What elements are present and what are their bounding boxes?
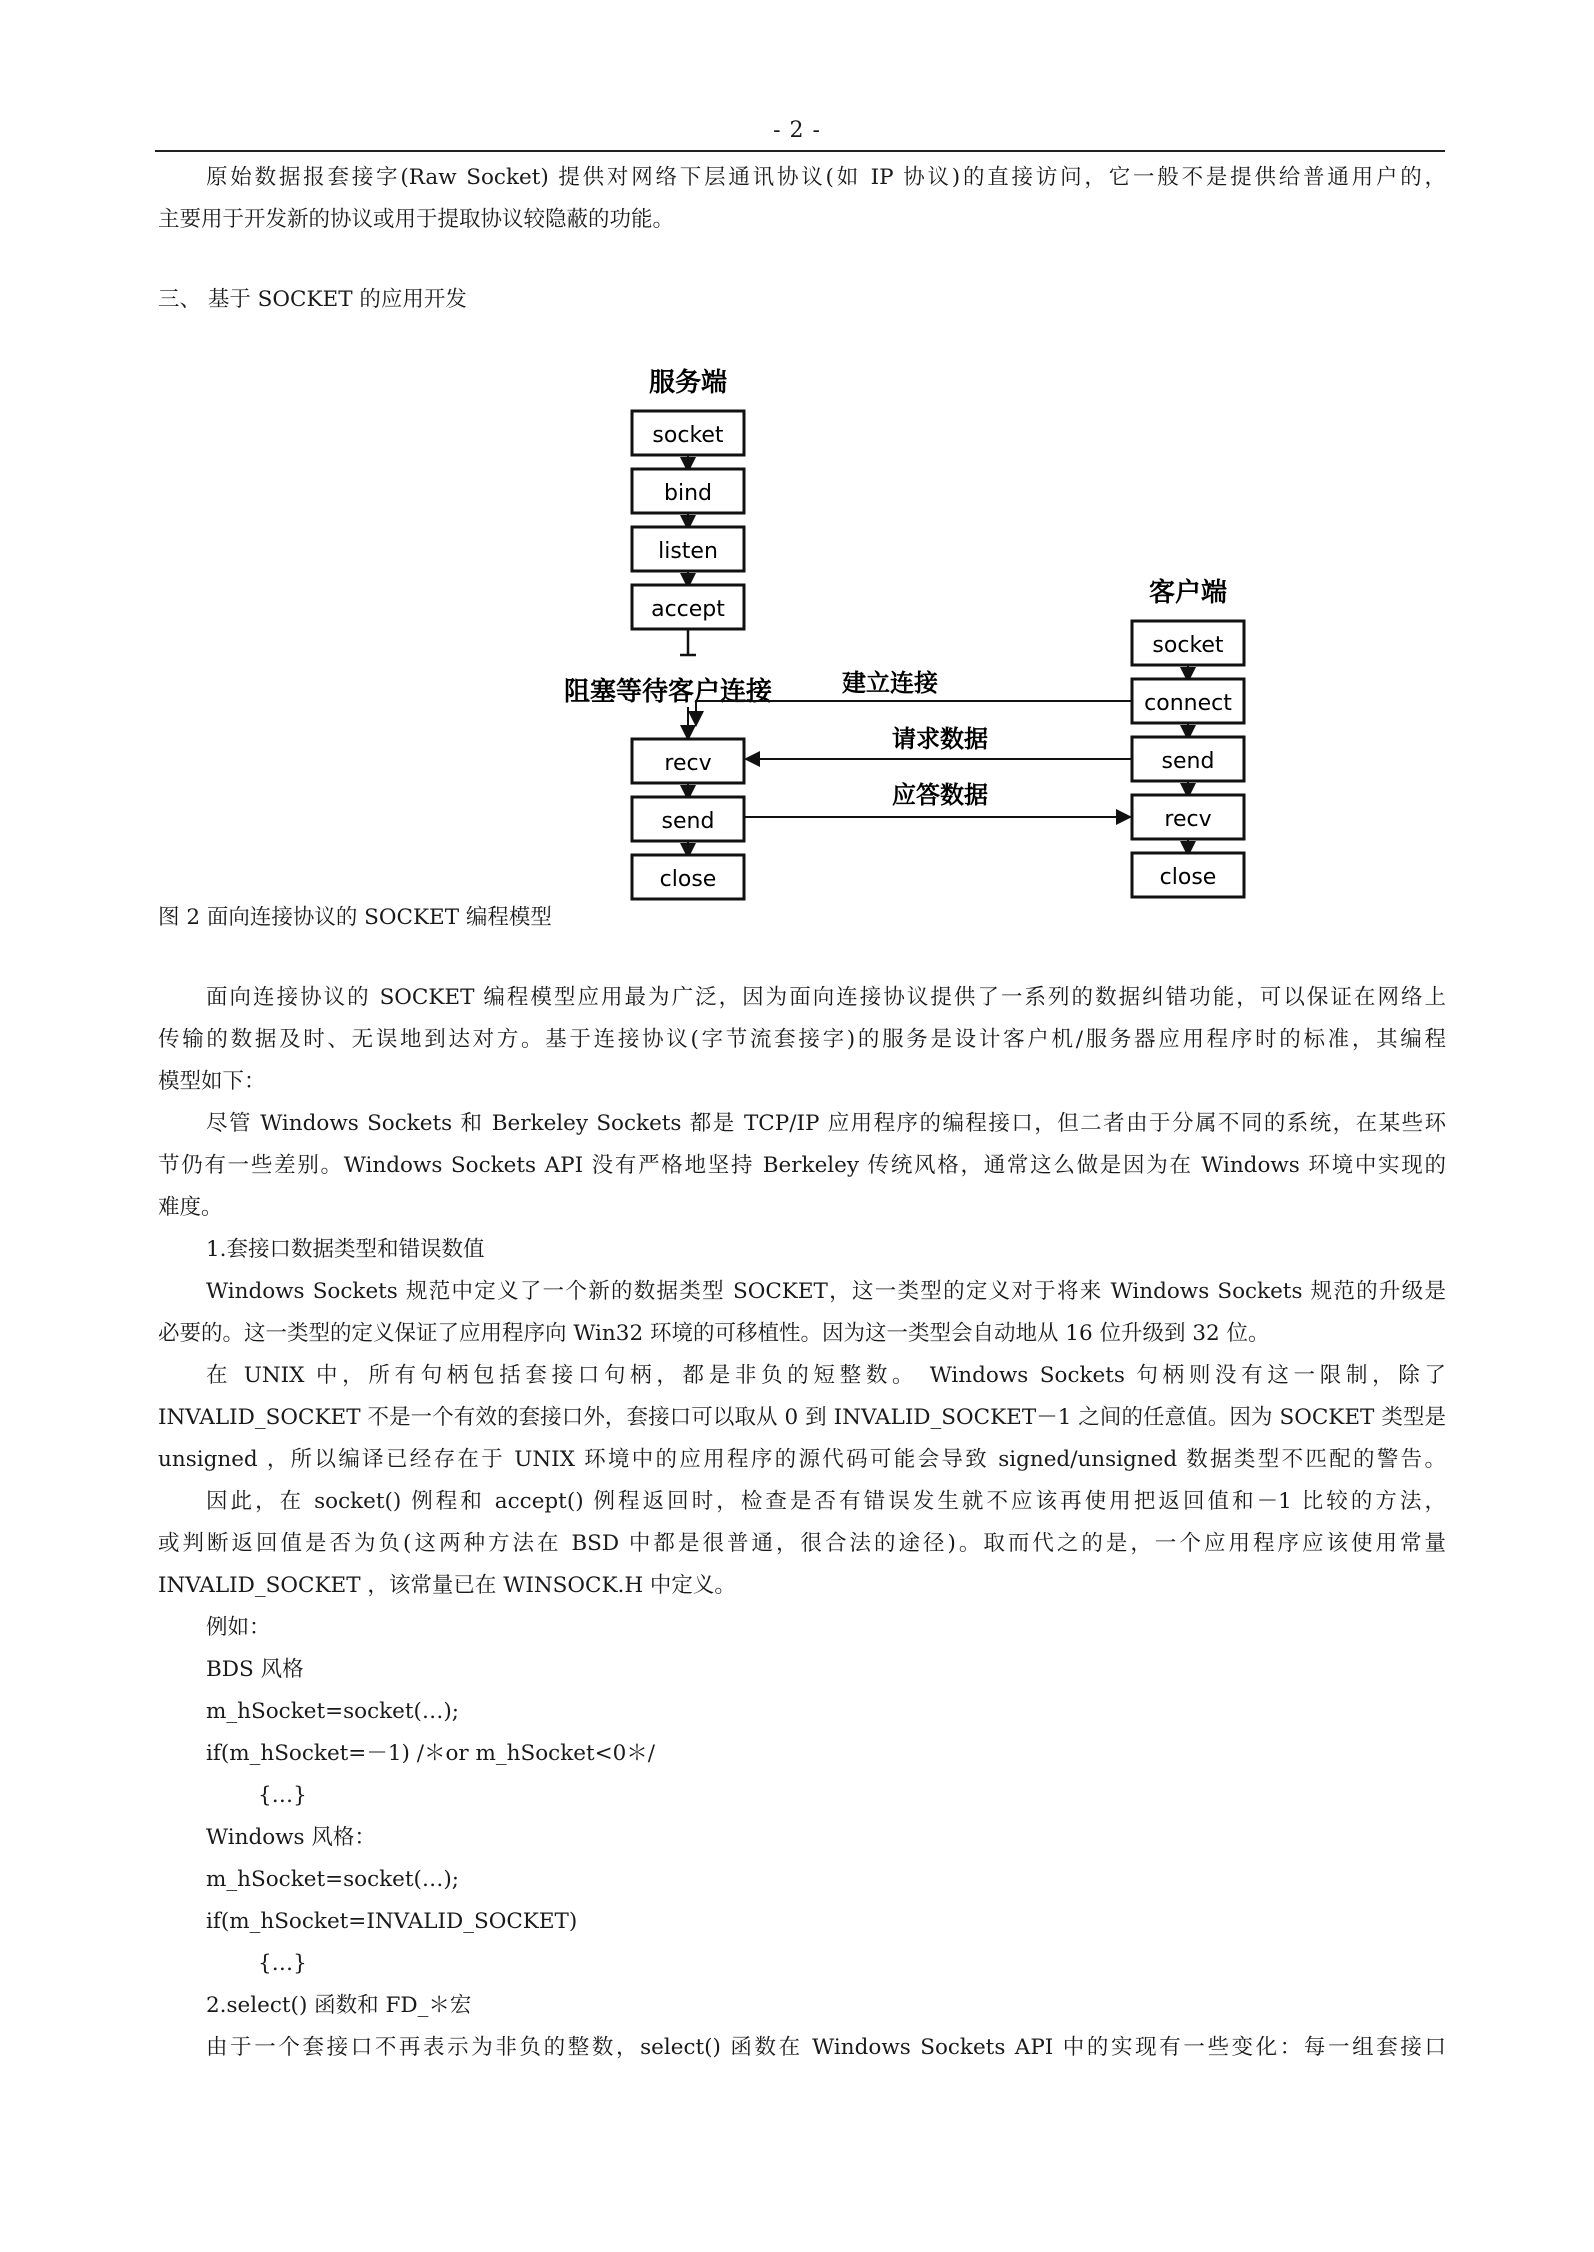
server-box-label: bind — [664, 481, 712, 506]
paragraph-line: 主要用于开发新的协议或用于提取协议较隐蔽的功能。 — [158, 207, 675, 232]
paragraph-line: unsigned ，所以编译已经存在于 UNIX 环境中的应用程序的源代码可能会导致 signed/unsigned 数据类型不匹配的警告。 — [158, 1447, 1446, 1472]
paragraph-line: 在 UNIX 中，所有句柄包括套接口句柄，都是非负的短整数。 Windows Sockets 句柄则没有这一限制，除了 — [206, 1363, 1446, 1388]
socket-programming-diagram — [560, 355, 1260, 915]
subheading: 1.套接口数据类型和错误数值 — [206, 1237, 485, 1262]
server-box-send — [632, 797, 744, 841]
windows-style-label: Windows 风格： — [206, 1825, 376, 1850]
client-box-label: close — [1159, 865, 1217, 890]
server-box-bind — [632, 469, 744, 513]
client-box-connect — [1132, 679, 1244, 723]
paragraph-line: 难度。 — [158, 1195, 223, 1220]
server-box-label: listen — [658, 539, 718, 564]
establish-label: 建立连接 — [842, 669, 938, 697]
client-box-recv — [1132, 795, 1244, 839]
code-line: {…} — [258, 1951, 307, 1976]
paragraph-line: 模型如下： — [158, 1069, 266, 1094]
figure-caption: 图 2 面向连接协议的 SOCKET 编程模型 — [158, 905, 552, 930]
code-line: if(m_hSocket=INVALID_SOCKET) — [206, 1909, 578, 1934]
paragraph-line: 面向连接协议的 SOCKET 编程模型应用最为广泛，因为面向连接协议提供了一系列的数据纠错功能，可以保证在网络上 — [206, 985, 1446, 1010]
server-box-accept — [632, 585, 744, 629]
paragraph-line: 节仍有一些差别。Windows Sockets API 没有严格地坚持 Berkeley 传统风格，通常这么做是因为在 Windows 环境中实现的 — [158, 1153, 1446, 1178]
section-title: 三、 基于 SOCKET 的应用开发 — [158, 287, 467, 312]
code-line: if(m_hSocket=－1) /＊or m_hSocket<0＊/ — [206, 1741, 656, 1766]
response-label: 应答数据 — [892, 781, 988, 809]
client-box-socket — [1132, 621, 1244, 665]
client-box-label: send — [1161, 749, 1215, 774]
client-box-label: recv — [1164, 807, 1212, 832]
paragraph-line: 尽管 Windows Sockets 和 Berkeley Sockets 都是 TCP/IP 应用程序的编程接口，但二者由于分属不同的系统，在某些环 — [206, 1111, 1446, 1136]
paragraph-line: INVALID_SOCKET ，该常量已在 WINSOCK.H 中定义。 — [158, 1573, 736, 1598]
paragraph-line: 由于一个套接口不再表示为非负的整数，select() 函数在 Windows Sockets API 中的实现有一些变化：每一组套接口 — [206, 2035, 1446, 2060]
code-line: m_hSocket=socket(…); — [206, 1699, 460, 1724]
paragraph-line: INVALID_SOCKET 不是一个有效的套接口外，套接口可以取从 0 到 INVALID_SOCKET－1 之间的任意值。因为 SOCKET 类型是 — [158, 1405, 1446, 1430]
server-box-recv — [632, 739, 744, 783]
paragraph-line: 原始数据报套接字(Raw Socket) 提供对网络下层通讯协议(如 IP 协议)的直接访问，它一般不是提供给普通用户的， — [206, 165, 1446, 190]
header-rule — [155, 150, 1445, 152]
server-box-label: close — [659, 867, 717, 892]
client-box-label: connect — [1144, 691, 1232, 716]
paragraph-line: Windows Sockets 规范中定义了一个新的数据类型 SOCKET，这一类型的定义对于将来 Windows Sockets 规范的升级是 — [206, 1279, 1446, 1304]
server-box-socket — [632, 411, 744, 455]
client-box-label: socket — [1152, 633, 1224, 658]
paragraph-line: 传输的数据及时、无误地到达对方。基于连接协议(字节流套接字)的服务是设计客户机/服务器应用程序时的标准，其编程 — [158, 1027, 1446, 1052]
client-box-close — [1132, 853, 1244, 897]
request-label: 请求数据 — [892, 725, 988, 753]
client-box-send — [1132, 737, 1244, 781]
code-line: {…} — [258, 1783, 307, 1808]
page-number: - 2 - — [773, 118, 821, 143]
server-box-label: accept — [651, 597, 725, 622]
server-title: 服务端 — [648, 368, 728, 398]
subheading: 2.select() 函数和 FD_＊宏 — [206, 1993, 472, 2018]
server-box-label: socket — [652, 423, 724, 448]
paragraph-line: 因此，在 socket() 例程和 accept() 例程返回时，检查是否有错误发生就不应该再使用把返回值和－1 比较的方法， — [206, 1489, 1446, 1514]
block-label: 阻塞等待客户连接 — [564, 677, 773, 707]
example-label: 例如： — [206, 1615, 271, 1640]
server-box-close — [632, 855, 744, 899]
server-box-label: send — [661, 809, 715, 834]
client-title: 客户端 — [1148, 578, 1228, 608]
code-line: m_hSocket=socket(…); — [206, 1867, 460, 1892]
server-box-listen — [632, 527, 744, 571]
bds-style-label: BDS 风格 — [206, 1657, 304, 1682]
server-box-label: recv — [664, 751, 712, 776]
paragraph-line: 或判断返回值是否为负(这两种方法在 BSD 中都是很普通，很合法的途径)。取而代之的是，一个应用程序应该使用常量 — [158, 1531, 1446, 1556]
paragraph-line: 必要的。这一类型的定义保证了应用程序向 Win32 环境的可移植性。因为这一类型会自动地从 16 位升级到 32 位。 — [158, 1321, 1270, 1346]
